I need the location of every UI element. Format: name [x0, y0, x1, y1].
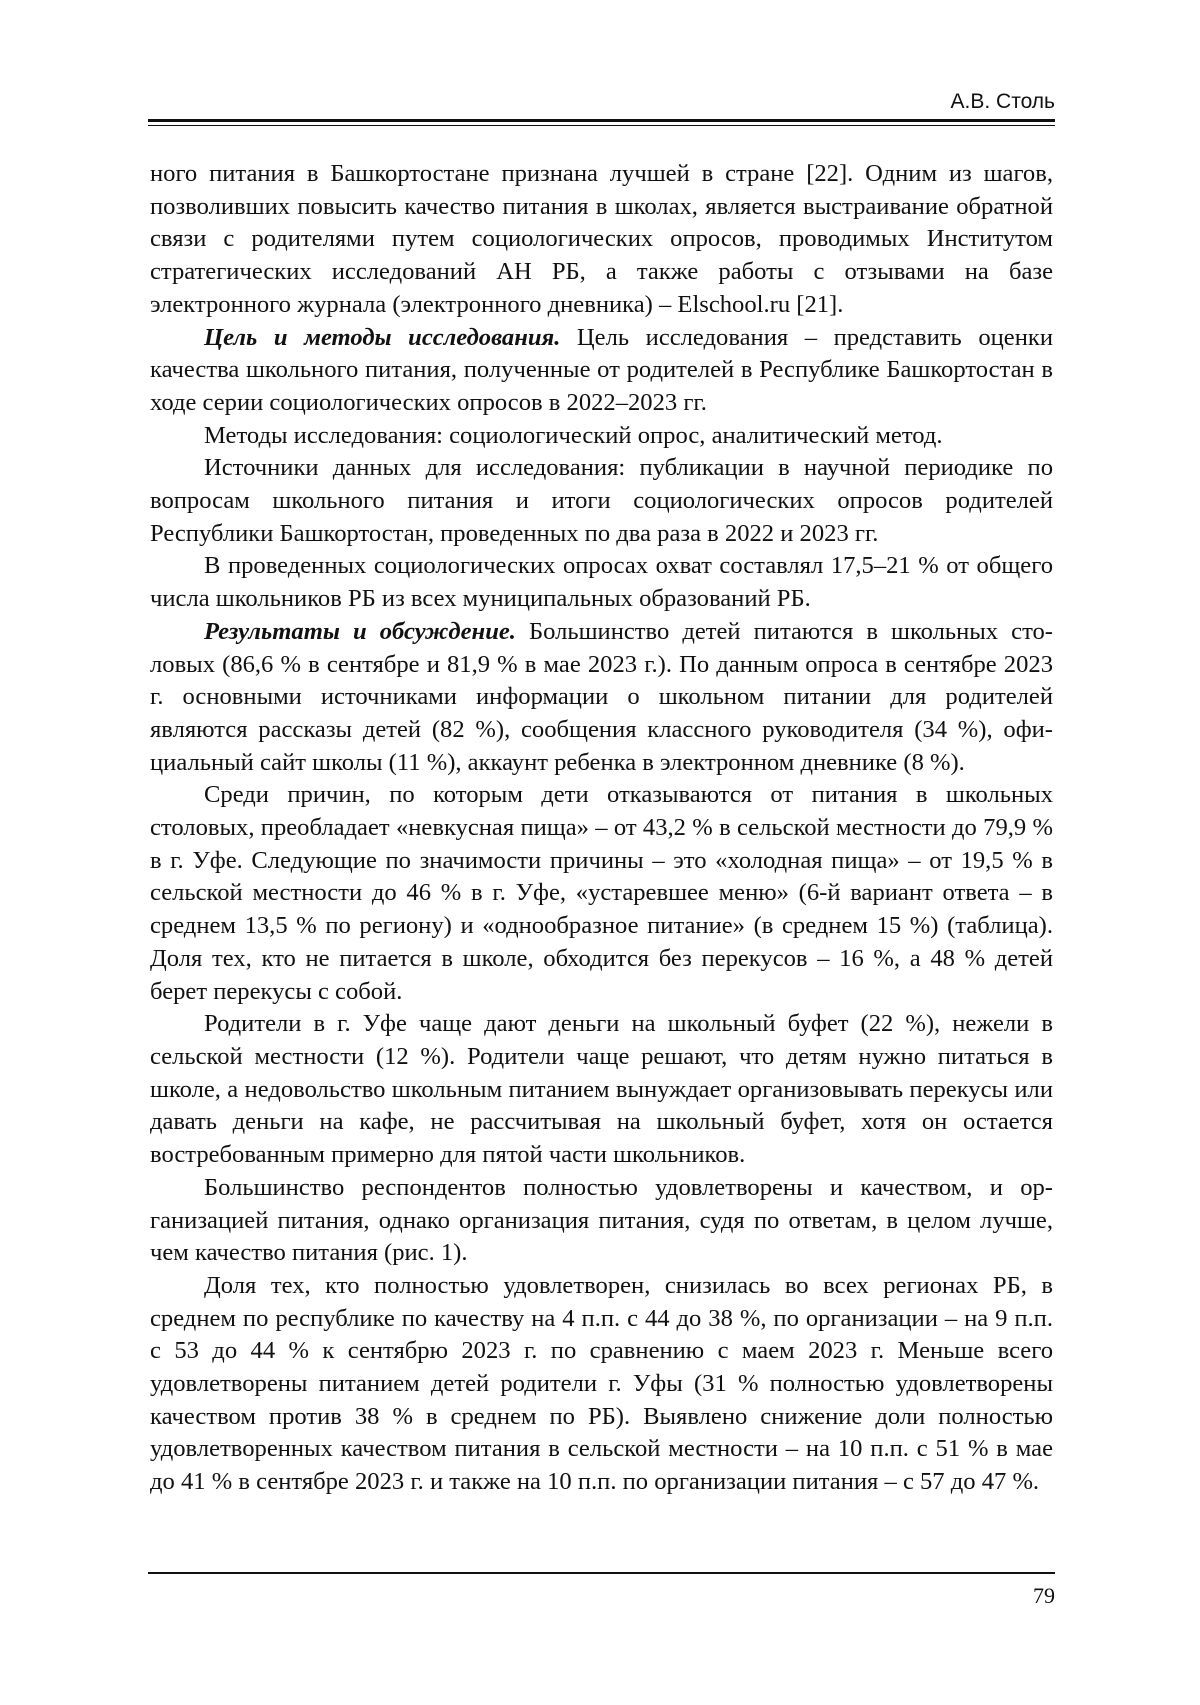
paragraph-coverage: В проведенных социологических опросах охват составлял 17,5–21 % от общего числа школьников РБ из всех муниципальных образований РБ. [150, 552, 1053, 613]
paragraph-buffet: Родители в г. Уфе чаще дают деньги на школьный буфет (22 %), нежели в сельской местности (12 %). Родители чаще решают, что детям нужно питаться в школе, а недовольство школьным питанием вынуждает организовывать перекусы или давать деньги на кафе, не рассчитывая на школьный буфет, хотя он остается востребованным примерно для пятой части школьников. [150, 1010, 1053, 1169]
paragraph-goals: Цель и методы исследования. Цель исследования – представить оценки качества школьного питания, полученные от родителей в Республике Башкортостан в ходе серии социологических опросов в 2022–2023 гг. [150, 323, 1053, 416]
footer-rule [148, 1572, 1055, 1574]
section-lead-results: Результаты и обсуждение. [204, 617, 516, 645]
header-rule-thin [148, 125, 1055, 126]
page-number: 79 [1033, 1583, 1055, 1608]
paragraph-sources: Источники данных для исследования: публикации в научной периодике по вопросам школьного питания и итоги социологических опросов родителей Республики Башкортостан, проведенных по два раза в 2022 и 2023 гг. [150, 454, 1053, 547]
paragraph-satisfaction: Большинство респондентов полностью удовлетворены и качеством, и организацией питания, однако организация питания, судя по ответам, в целом лучше, чем качество питания (рис. 1). [150, 1173, 1053, 1267]
section-lead-goals: Цель и методы исследования. [204, 323, 561, 351]
paragraph-results: Результаты и обсуждение. Большинство детей питаются в школьных столовых (86,6 % в сентябре и 81,9 % в мае 2023 г.). По данным опроса в сентябре 2023 г. основными источниками информации о школьном питании для родителей являются рассказы детей (82 %), сообщения классного руководителя (34 %), официальный сайт школы (11 %), аккаунт ребенка в электронном дневнике (8 %). [150, 617, 1053, 776]
header-rule-thick [148, 119, 1055, 122]
paragraph-decline: Доля тех, кто полностью удовлетворен, снизилась во всех регионах РБ, в среднем по республике по качеству на 4 п.п. с 44 до 38 %, по организации – на 9 п.п. с 53 до 44 % к сентябрю 2023 г. по сравнению с маем 2023 г. Меньше всего удовлетворены питанием детей родители г. Уфы (31 % полностью удовлетворены качеством против 38 % в среднем по РБ). Выявлено снижение доли полностью удовлетворенных качеством питания в сельской местности – на 10 п.п. с 51 % в мае до 41 % в сентябре 2023 г. и также на 10 п.п. по организации питания – с 57 до 47 %. [150, 1271, 1053, 1496]
paragraph-methods: Методы исследования: социологический опрос, аналитический метод. [204, 421, 943, 449]
paragraph-reasons: Среди причин, по которым дети отказываются от питания в школьных столовых, преобладает «невкусная пища» – от 43,2 % в сельской местности до 79,9 % в г. Уфе. Следующие по значимости причины – это «холодная пища» – от 19,5 % в сельской местности до 46 % в г. Уфе, «устаревшее меню» (6-й вариант ответа – в среднем 13,5 % по региону) и «однообразное питание» (в среднем 15 %) (таблица). Доля тех, кто не питается в школе, обходится без перекусов – 16 %, а 48 % детей берет перекусы с собой. [150, 781, 1053, 1005]
paragraph-continued: ного питания в Башкортостане признана лучшей в стране [22]. Одним из шагов, позволивших повысить качество питания в школах, является выстраивание обратной связи с родителями путем социологических опросов, проводимых Институтом стратегических исследований АН РБ, а также работы с отзывами на базе электронного журнала (электронного дневника) – Elschool.ru [21]. [150, 160, 1053, 318]
running-head-author: А.В. Столь [950, 90, 1055, 113]
article-body [150, 158, 1053, 1499]
